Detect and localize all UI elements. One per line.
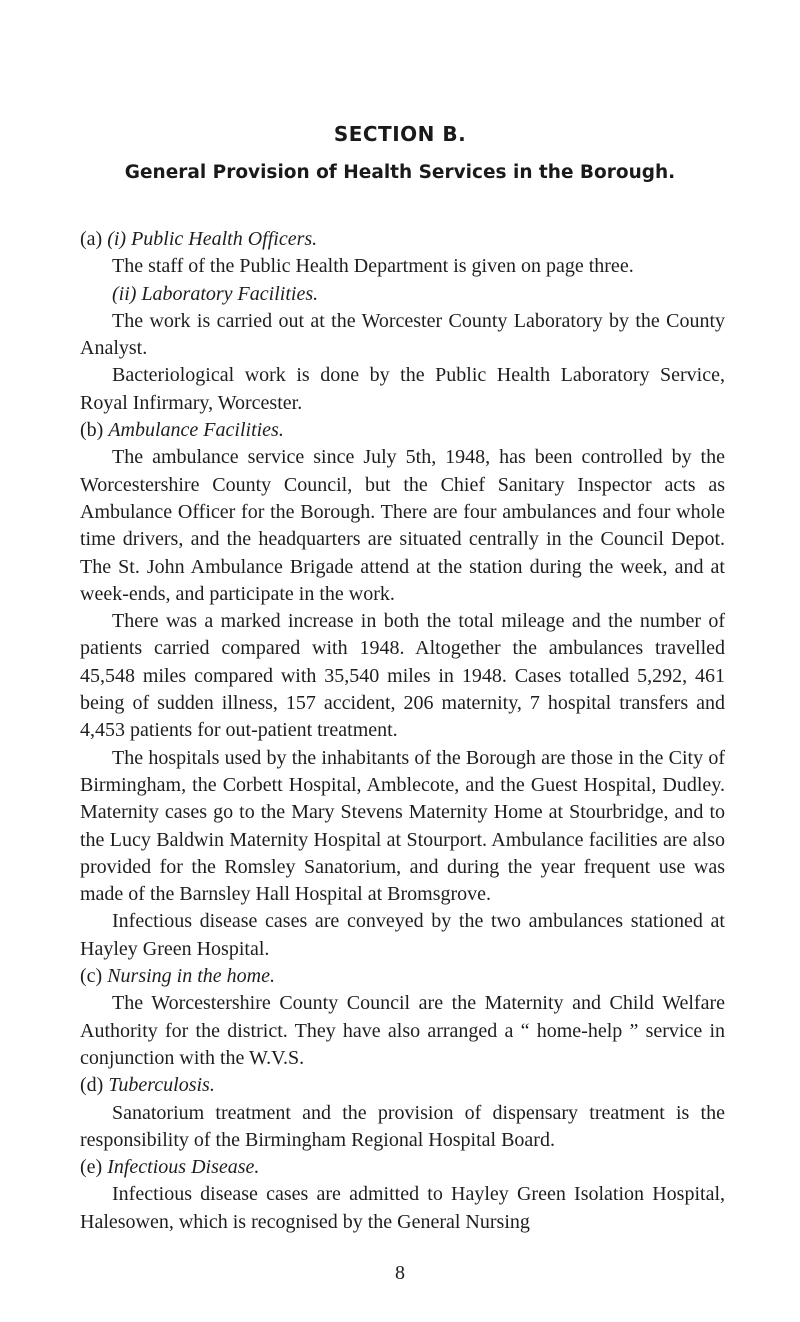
subsection-b-heading: [80, 417, 725, 444]
subsection-a-ii-heading: [80, 281, 725, 308]
subsection-e-label: (e): [80, 1156, 103, 1179]
paragraph-a-i: The staff of the Public Health Department is given on page three.: [112, 255, 634, 278]
subsection-a-i-label: (i): [107, 228, 127, 250]
paragraph-a-ii-1: The work is carried out at the Worcester County Laboratory by the County Analyst.: [80, 309, 725, 360]
section-title: SECTION B.: [333, 122, 467, 146]
subsection-a-ii-label: (ii): [112, 282, 137, 305]
section-subtitle: General Provision of Health Services in the Borough.: [124, 162, 676, 183]
subsection-b-label: (b): [80, 419, 104, 442]
paragraph-c-1: The Worcestershire County Council are the Maternity and Child Welfare Authority for the district. They have also arranged a “ home-help ” service in conjunction with the W.V.S.: [80, 992, 725, 1069]
body-text: [80, 226, 725, 1236]
subsection-d-title: Tuberculosis.: [108, 1074, 215, 1097]
paragraph-a-ii-2: Bacteriological work is done by the Public Health Laboratory Service, Royal Infirmary, Worcester.: [80, 364, 725, 414]
paragraph-e-1: Infectious disease cases are admitted to Hayley Green Isolation Hospital, Halesowen, which is recognised by the General Nursing: [80, 1183, 725, 1233]
subsection-a-label: (a): [80, 228, 103, 250]
subsection-c-heading: [80, 963, 725, 990]
subsection-c-title: Nursing in the home.: [107, 965, 275, 988]
subsection-a-heading: [80, 226, 725, 253]
paragraph-b-1: The ambulance service since July 5th, 1948, has been controlled by the Worcestershire County Council, but the Chief Sanitary Inspector acts as Ambulance Officer for the Borough. There are four ambulances and four whole time drivers, and the headquarters are situated centrally in the Council Depot. The St. John Ambulance Brigade attend at the station during the week, and at week-ends, and participate in the work.: [80, 446, 725, 605]
subsection-d-heading: [80, 1072, 725, 1099]
subsection-a-i-title: Public Health Officers.: [131, 228, 318, 250]
subsection-a-ii-title: Laboratory Facilities.: [141, 282, 319, 305]
page-number: 8: [395, 1262, 405, 1284]
subsection-c-label: (c): [80, 965, 103, 988]
paragraph-d-1: Sanatorium treatment and the provision of dispensary treatment is the responsibility of the Birmingham Regional Hospital Board.: [80, 1101, 725, 1151]
subsection-b-title: Ambulance Facilities.: [108, 419, 284, 442]
paragraph-b-3: The hospitals used by the inhabitants of the Borough are those in the City of Birmingham, the Corbett Hospital, Amblecote, and the Guest Hospital, Dudley. Maternity cases go to the Mary Stevens Maternity Home at Stourbridge, and to the Lucy Baldwin Maternity Hospital at Stourport. Ambulance facilities are also provided for the Romsley Sanatorium, and during the year frequent use was made of the Barnsley Hall Hospital at Bromsgrove.: [80, 746, 725, 906]
paragraph-b-4: Infectious disease cases are conveyed by the two ambulances stationed at Hayley Green Hospital.: [80, 910, 725, 960]
subsection-d-label: (d): [80, 1074, 104, 1097]
subsection-e-title: Infectious Disease.: [107, 1156, 260, 1179]
paragraph-b-2: There was a marked increase in both the total mileage and the number of patients carried compared with 1948. Altogether the ambulances travelled 45,548 miles compared with 35,540 miles in 1948. Cases totalled 5,292, 461 being of sudden illness, 157 accident, 206 maternity, 7 hospital transfers and 4,453 patients for out-patient treatment.: [80, 610, 725, 742]
subsection-e-heading: [80, 1154, 725, 1181]
